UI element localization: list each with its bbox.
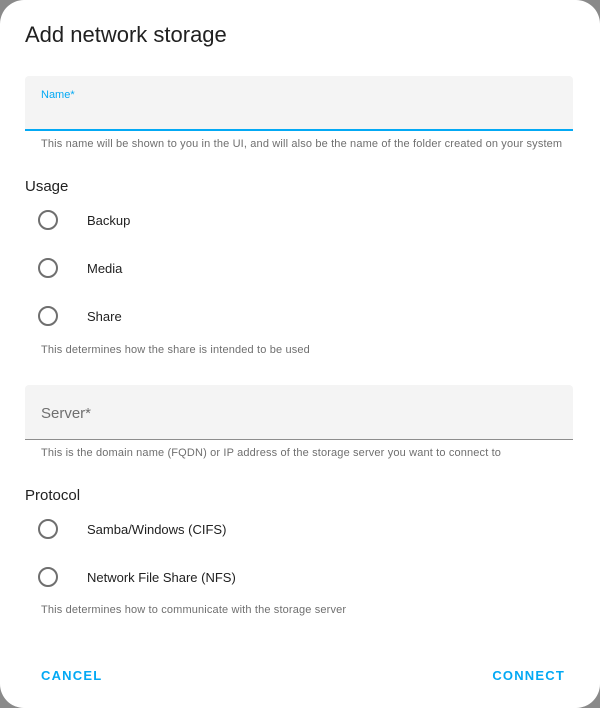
protocol-option-label: Network File Share (NFS) — [87, 569, 236, 585]
radio-unchecked-icon[interactable] — [38, 210, 58, 230]
dialog-title: Add network storage — [25, 22, 227, 47]
radio-unchecked-icon[interactable] — [38, 258, 58, 278]
connect-button[interactable]: CONNECT — [492, 668, 565, 683]
server-field[interactable] — [25, 385, 573, 440]
protocol-option-cifs[interactable] — [28, 509, 226, 549]
usage-helper-text: This determines how the share is intended to be used — [41, 344, 310, 356]
protocol-option-label: Samba/Windows (CIFS) — [87, 521, 227, 537]
radio-unchecked-icon[interactable] — [38, 567, 58, 587]
radio-unchecked-icon[interactable] — [38, 519, 58, 539]
usage-option-media[interactable] — [28, 248, 122, 288]
usage-option-label: Media — [87, 260, 123, 276]
usage-option-label: Backup — [87, 212, 131, 228]
usage-option-label: Share — [87, 308, 122, 324]
usage-option-backup[interactable] — [28, 200, 130, 240]
server-field-label: Server* — [41, 405, 92, 422]
server-helper-text: This is the domain name (FQDN) or IP address of the storage server you want to connect to — [41, 447, 502, 459]
name-helper-text: This name will be shown to you in the UI, and will also be the name of the folder created on your system — [41, 138, 563, 150]
name-field-label: Name* — [41, 89, 75, 101]
protocol-helper-text: This determines how to communicate with the storage server — [41, 604, 347, 616]
radio-unchecked-icon[interactable] — [38, 306, 58, 326]
cancel-button[interactable]: CANCEL — [41, 668, 103, 683]
usage-option-share[interactable] — [28, 296, 122, 336]
protocol-section-title: Protocol — [25, 487, 81, 504]
usage-section-title: Usage — [25, 178, 69, 195]
name-field[interactable] — [25, 76, 573, 131]
protocol-option-nfs[interactable] — [28, 557, 236, 597]
